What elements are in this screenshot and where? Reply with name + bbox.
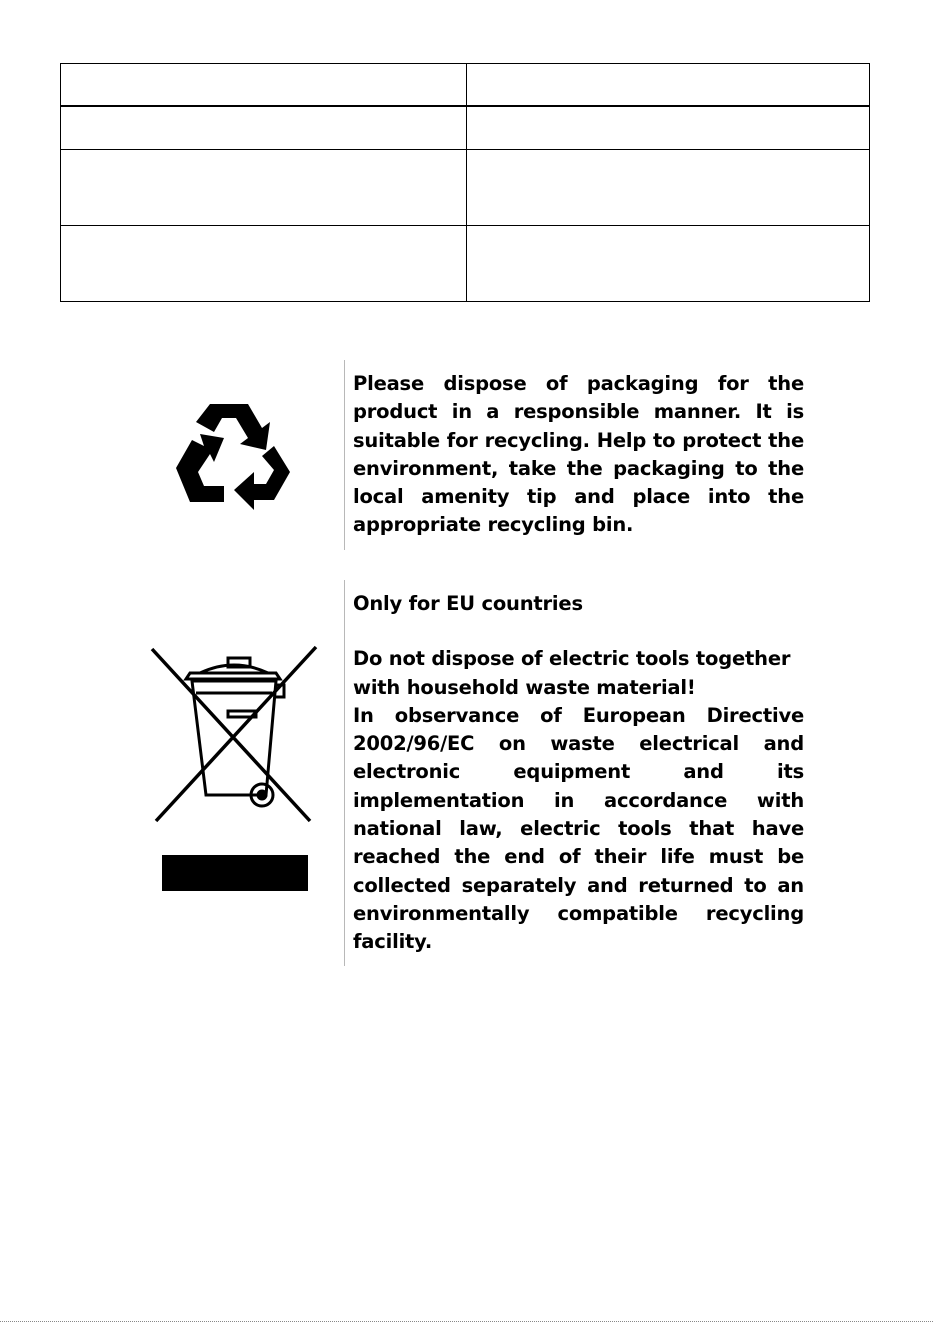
- weee-lead: Do not dispose of electric tools together with household waste material!: [353, 647, 791, 699]
- table-row: [61, 226, 870, 302]
- table-cell: [467, 150, 870, 226]
- table-cell: [467, 226, 870, 302]
- table-cell: [61, 150, 467, 226]
- recycling-text: Please dispose of packaging for the product in a responsible manner. It is suitable for recycling. Help to protect the environment, take the packaging to the local amenity tip and place into the appropriate recycling bin.: [353, 372, 804, 537]
- weee-notice: [344, 580, 804, 966]
- table-row: [61, 150, 870, 226]
- specification-table: [60, 63, 870, 302]
- crossed-out-wheelie-bin-icon: [148, 645, 320, 895]
- table-cell: [61, 64, 467, 107]
- weee-body: In observance of European Directive 2002/96/EC on waste electrical and electronic equipment and its implementation in accordance with national law, electric tools that have reached the end of their life must be collected separately and returned to an environmentally compatible recycling facility.: [353, 703, 804, 954]
- table-row: [61, 106, 870, 150]
- table-cell: [467, 106, 870, 150]
- table-cell: [61, 226, 467, 302]
- table-cell: [467, 64, 870, 107]
- page-bottom-rule: [0, 1321, 933, 1322]
- recycle-icon: [170, 398, 294, 516]
- table-cell: [61, 106, 467, 150]
- weee-heading: Only for EU countries: [353, 592, 583, 615]
- table-row: [61, 64, 870, 107]
- recycling-notice: [344, 360, 804, 550]
